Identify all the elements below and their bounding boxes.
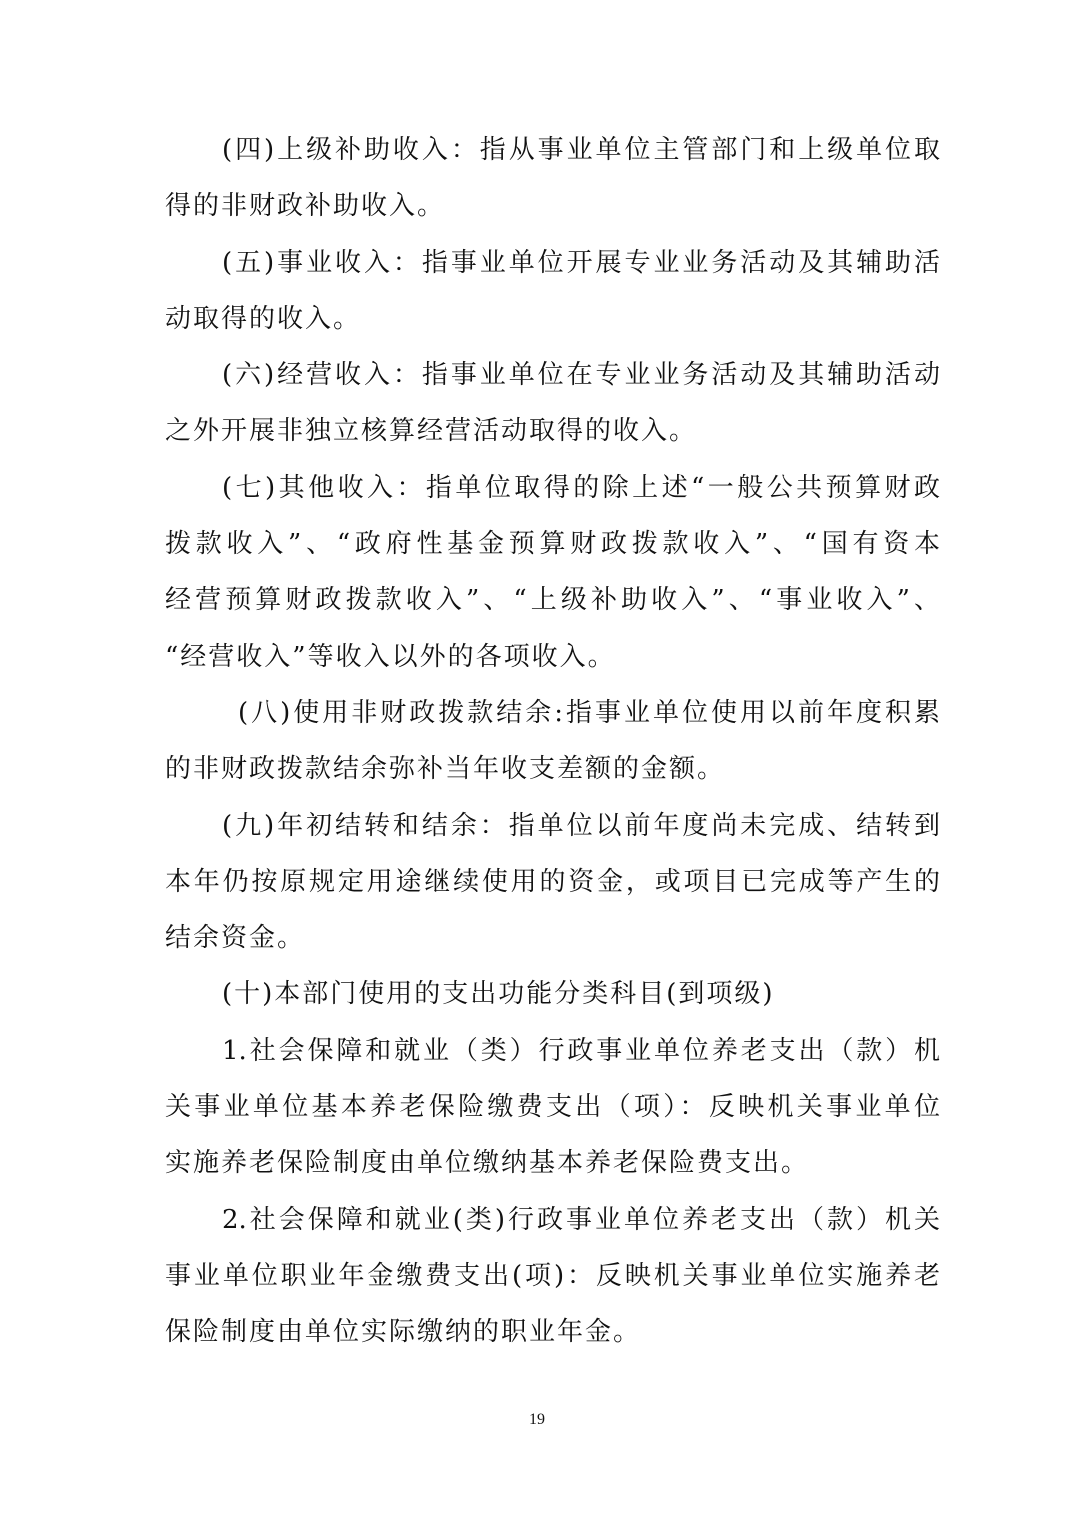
paragraph-line: 结余资金。: [165, 923, 306, 954]
paragraph-line: (五)事业收入：指事业单位开展专业业务活动及其辅助活: [222, 247, 940, 278]
paragraph-line: (四)上级补助收入：指从事业单位主管部门和上级单位取: [222, 135, 940, 165]
paragraph-non-fiscal-balance: [165, 685, 940, 798]
paragraph-line: 之外开展非独立核算经营活动取得的收入。: [165, 416, 698, 447]
paragraph-upper-subsidy-income: [165, 122, 940, 235]
paragraph-operating-income: [165, 347, 940, 460]
paragraph-line: (十)本部门使用的支出功能分类科目(到项级): [222, 979, 775, 1010]
paragraph-line: (九)年初结转和结余：指单位以前年度尚未完成、结转到: [222, 810, 940, 841]
paragraph-line: “经营收入”等收入以外的各项收入。: [165, 641, 616, 672]
paragraph-line: 实施养老保险制度由单位缴纳基本养老保险费支出。: [165, 1148, 810, 1179]
paragraph-line: (六)经营收入：指事业单位在专业业务活动及其辅助活动: [222, 360, 940, 391]
paragraph-line: 2.社会保障和就业(类)行政事业单位养老支出（款）机关: [222, 1204, 940, 1235]
paragraph-expenditure-classification-heading: [165, 966, 940, 1022]
paragraph-item-2: [165, 1192, 940, 1361]
paragraph-line: 关事业单位基本养老保险缴费支出（项）：反映机关事业单位: [165, 1092, 940, 1123]
paragraph-line: 动取得的收入。: [165, 303, 362, 334]
paragraph-line: 本年仍按原规定用途继续使用的资金，或项目已完成等产生的: [165, 866, 940, 897]
paragraph-line: 保险制度由单位实际缴纳的职业年金。: [165, 1317, 642, 1348]
paragraph-business-income: [165, 235, 940, 348]
paragraph-line: (七)其他收入：指单位取得的除上述“一般公共预算财政: [222, 472, 940, 503]
paragraph-line: (八)使用非财政拨款结余:指事业单位使用以前年度积累: [238, 697, 940, 728]
paragraph-item-1: [165, 1023, 940, 1192]
paragraph-line: 拨款收入”、“政府性基金预算财政拨款收入”、“国有资本: [165, 529, 940, 560]
paragraph-line: 的非财政拨款结余弥补当年收支差额的金额。: [165, 754, 726, 785]
paragraph-other-income: [165, 460, 940, 685]
page-number: 19: [529, 1411, 545, 1428]
paragraph-carryover-balance: [165, 798, 940, 967]
paragraph-line: 事业单位职业年金缴费支出(项)：反映机关事业单位实施养老: [165, 1260, 940, 1291]
paragraph-line: 1.社会保障和就业（类）行政事业单位养老支出（款）机: [222, 1035, 940, 1066]
paragraph-line: 得的非财政补助收入。: [165, 191, 446, 222]
body-text: [165, 122, 940, 1361]
paragraph-line: 经营预算财政拨款收入”、“上级补助收入”、“事业收入”、: [165, 585, 940, 616]
